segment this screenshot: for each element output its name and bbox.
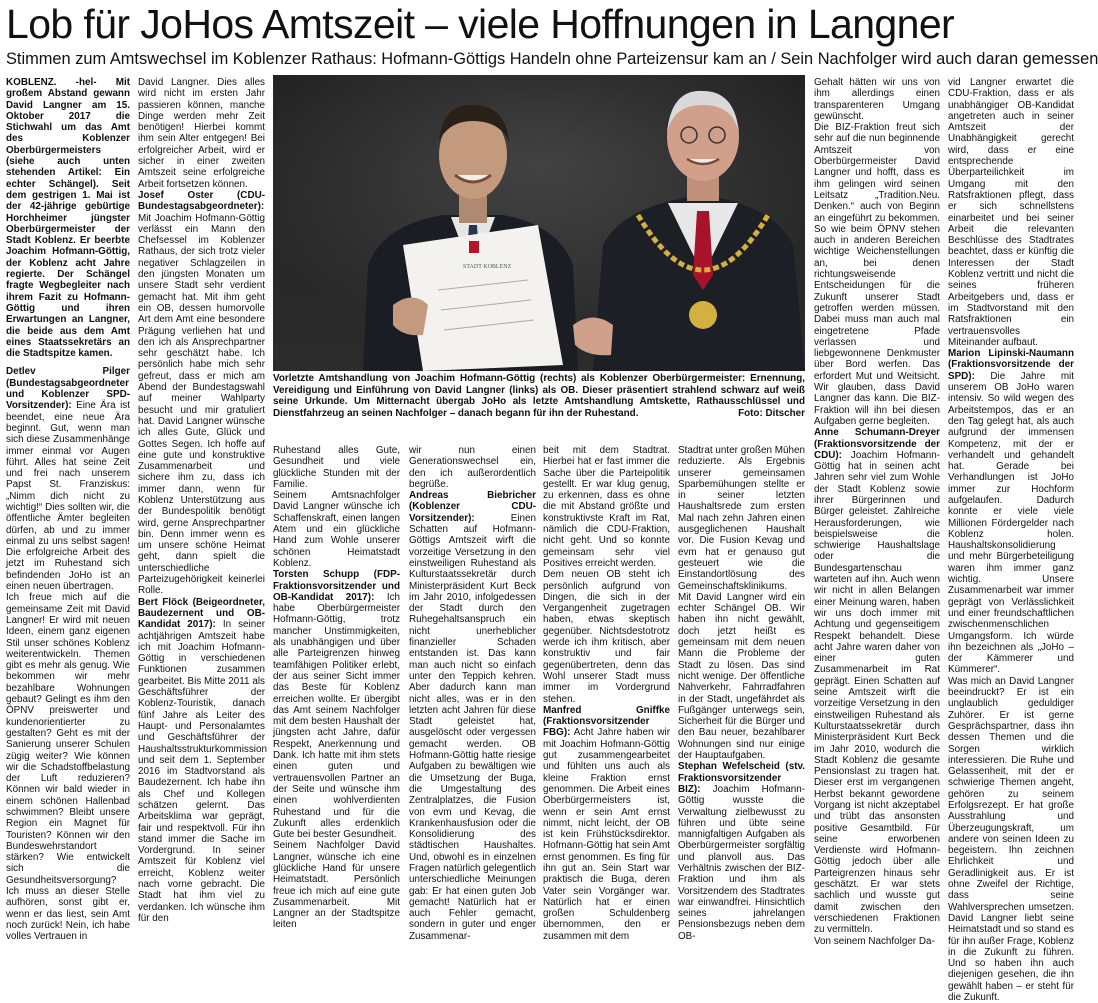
column-3-body bbox=[273, 445, 400, 931]
speaker-name: Anne Schumann-Dreyer (Fraktionsvorsitzende der CDU): bbox=[814, 427, 940, 461]
paragraph-text: Einen Schatten auf Hofmann-Göttigs Amtszeit wirft die vorzeitige Versetzung in den einstweiligen Ruhestand als Kulturstaatssekretär durch Ministerpräsident Kurt Beck im Jahr 2010, infolgedessen der Stadt durch den Ruhegehaltsanspruch ein nicht unerheblicher finanzieller Schaden entstanden ist. Das kann man auch nicht so einfach unter den Teppich kehren. Aber dadurch kann man nicht alles, was er in den letzten acht Jahren für diese Stadt geleistet hat, ausgelöscht oder vergessen gemacht werden. OB Hofmann-Göttig hatte riesige Aufgaben zu bewältigen wie die Umsetzung der Buga, die Umgestaltung des Zentralplatzes, die Fusion von evm und Kevag, die Krankenhausfusion oder die Konsolidierung des städtischen Haushaltes. Und, obwohl es in einzelnen Fragen natürlich gelegentlich unterschiedliche Meinungen gab: Er hat einen guten Job gemacht! Natürlich hat er auch Fehler gemacht, sondern in guter und enger Zusammenar- bbox=[409, 512, 536, 942]
paragraph-text: In seiner achtjährigen Amtszeit habe ich mit Joachim Hofmann-Göttig in verschiedenen Funktionen zusammen gearbeitet. Bis Mitte 2011 als Geschäftsführer der Koblenz-Touristik, danach fünf Jahre als Leiter des Haupt- und Personalamtes und Geschäftsführer der Haushaltsstrukturkommission und seit dem 1. September 2016 im Stadtvorstand als Baudezernent. Ich habe ihn als Chef und Kollegen schätzen gelernt. Das Arbeitsklima war geprägt, fair und respektvoll. Für ihn stand immer die Sache im Vordergrund. In seiner Amtszeit für Koblenz viel erreicht, Koblenz weiter nach vorne gebracht. Die Stadt hat ihm viel zu verdanken. Ich wünsche ihm für den bbox=[138, 619, 267, 924]
speaker-name: Josef Oster (CDU-Bundestagsabgeordneter): bbox=[138, 189, 265, 213]
paragraph bbox=[814, 427, 940, 935]
paragraph-text: Seinem Amtsnachfolger David Langner wünsche ich Schaffenskraft, einen langen Atem und ein glückliche Hand zum Wohle unserer schönen Heimatstadt Koblenz. bbox=[273, 490, 400, 569]
paragraph-text: Was mich an David Langner beeindruckt? Er ist ein unglaublich geduldiger Zuhörer. Er ist gerne Gesprächspartner, dass ihn dessen Themen und die Sorgen wirklich interessieren. Die Ruhe und Gelassenheit, mit der er schwierige Themen angeht, gehören zu seinem Erfolgsrezept. Er hat große Ausstrahlung und Überzeugungskraft, um andere von seinen Ideen zu begeistern. Ihn zeichnen Ehrlichkeit und Geradlinigkeit aus. Er ist ohne Zweifel der Richtige, dass seine Wahlversprechen umsetzen. David Langner liebt seine Heimatstadt und so stand es für ihn außer Frage, Koblenz in die Zukunft zu führen. Und so haben ihn auch diejenigen gesehen, die ihn gewählt haben – er steht für die Zukunft. bbox=[948, 675, 1074, 1003]
photo-credit: Foto: Ditscher bbox=[738, 407, 805, 419]
column-6 bbox=[678, 445, 805, 944]
paragraph-text: Ich freue mich auf die gemeinsame Zeit mit David Langner! Er wird mit neuen Ideen, einem ganz eigenen Stil unser schönes Koblenz weiterentwickeln. Themen gibt es mehr als genug. Wie bekommen wir mehr bezahlbare Wohnungen gebaut? Gelingt es ihm den ÖPNV preiswerter und kundenorientierter zu gestalten? Geht es mit der Sanierung unserer Schulen zügig weiter? Wie können wir die Schadstoffbelastung der Luft reduzieren? Können wir bald wieder in einem schönen Hallenbad schwimmen? Bleibt unsere Region ein Magnet für Touristen? Können wir den Bundeswehrstandort stärken? Wie entwickelt sich die Gesundheitsversorgung? Ich muss an dieser Stelle aufhören, sonst gibt er, wenn er das liest, sein Amt noch zurück! Nein, ich habe volles Vertrauen in bbox=[6, 592, 130, 943]
column-5 bbox=[543, 445, 670, 944]
column-8-body bbox=[948, 77, 1074, 1003]
column-8 bbox=[948, 77, 1074, 1003]
column-6-body bbox=[678, 445, 805, 942]
column-7 bbox=[814, 77, 940, 947]
paragraph bbox=[543, 569, 670, 705]
speaker-name: Manfred Gniffke (Fraktionsvorsitzender FBG): bbox=[543, 704, 670, 739]
paragraph bbox=[814, 77, 940, 122]
paragraph bbox=[678, 761, 805, 942]
column-4 bbox=[409, 445, 536, 944]
paragraph-text: wir nun einen Generationswechsel ein, den ich außerordentlich begrüße. bbox=[409, 445, 536, 490]
subheadline: Stimmen zum Amtswechsel im Koblenzer Rathaus: Hofmann-Göttigs Handeln ohne Parteizensur kam an / Sein Nachfolger wird auch daran gemessen bbox=[6, 50, 1098, 68]
paragraph bbox=[273, 840, 400, 930]
paragraph bbox=[273, 445, 400, 490]
paragraph bbox=[138, 77, 265, 190]
speaker-name: Stephan Wefelscheid (stv. Fraktionsvorsitzender BIZ): bbox=[678, 761, 805, 795]
paragraph-text: Die Jahre mit unserem OB JoHo waren intensiv. So wild wegen des Arbeitstempos, das er an den Tag gelegt hat, als auch aufgrund der immensen Kompetenz, mit der er verhandelt und gehandelt hat. Gerade bei Verhandlungen ist JoHo immer zur Hochform aufgelaufen. Dadurch konnte er viele viele Millionen Fördergelder nach Koblenz holen. Haushaltskonsolidierung und mehr Bürgerbeteiligung waren ihm immer ganz wichtig. Unsere Zusammenarbeit war immer geprägt von Verlässlichkeit und einer freundschaftlichen zwischenmenschlichen Umgangsform. Ich würde ihn bezeichnen als „JoHo – der Kämmerer und Kümmerer“. bbox=[948, 370, 1074, 676]
paragraph-text: Acht Jahre haben wir mit Joachim Hofmann-Göttig gut zusammengearbeitet und fühlten uns auch als kleine Fraktion ernst genommen. Die Arbeit eines Oberbürgermeisters ist, wenn er sein Amt ernst nimmt, nicht leicht, der OB ist kein Frühstücksdirektor. Hofmann-Göttig hat sein Amt ernst genommen. Es fing für ihn gut an. Sein Start war praktisch die Buga, deren Vater sein Vorgänger war. Natürlich hat er einen großen Schuldenberg übernommen, den er zusammen mit dem bbox=[543, 727, 670, 942]
paragraph bbox=[678, 592, 805, 761]
news-photo bbox=[273, 75, 805, 371]
paragraph bbox=[543, 445, 670, 569]
paragraph-text: Die BIZ-Fraktion freut sich sehr auf die nun beginnende Amtszeit von Oberbürgermeister David Langner und hofft, dass es ihm gelingen wird seinen Leitsatz „Tradition.Neu. Denken.“ auch von Beginn an eingeführt zu bekommen. So wie beim ÖPNV stehen auch in anderen Bereichen wichtige Weichenstellungen an, bei denen richtungsweisende Entscheidungen für die Zukunft unserer Stadt getroffen werden müssen. Dabei muss man auch mal eingetretene Pfade verlassen und liebgewonnene Denkmuster über Bord werfen. Das erfordert Mut und Weitsicht. Wir glauben, dass David Langner das kann. Die BIZ-Fraktion will ihn bei diesen Aufgaben gerne begleiten. bbox=[814, 122, 940, 427]
photo-caption bbox=[273, 373, 805, 419]
paragraph bbox=[543, 705, 670, 942]
paragraph bbox=[6, 366, 130, 592]
caption-text: Vorletzte Amtshandlung von Joachim Hofmann-Göttig (rechts) als Koblenzer Oberbürgermeister: Ernennung, Vereidigung und Einführung von David Langner (links) als OB. Dieser präsentiert strahlend schwarz auf weiß seine Urkunde. Um Mitternacht übergab JoHo als letzte Amtshandlung Amtskette, Rathausschlüssel und Dienstfahrzeug an seinen Nachfolger – danach begann für ihn der Ruhestand. bbox=[273, 373, 805, 419]
paragraph bbox=[948, 676, 1074, 1003]
paragraph-text: Seinem Nachfolger David Langner, wünsche ich eine glückliche Hand für unsere Heimatstadt. Persönlich freue ich mich auf eine gute Zusammenarbeit. Mit Langner an der Stadtspitze leiten bbox=[273, 840, 400, 931]
column-7-body bbox=[814, 77, 940, 947]
column-4-body bbox=[409, 445, 536, 942]
paragraph bbox=[814, 936, 940, 947]
certificate-text: STADT KOBLENZ bbox=[463, 264, 512, 270]
paragraph bbox=[6, 592, 130, 942]
column-5-body bbox=[543, 445, 670, 942]
paragraph bbox=[273, 490, 400, 569]
paragraph bbox=[948, 77, 1074, 348]
paragraph bbox=[273, 569, 400, 840]
paragraph-text: vid Langner erwartet die CDU-Fraktion, dass er als unabhängiger OB-Kandidat angetreten auch in seiner Amtszeit der Unabhängigkeit gerecht wird, dass er eine entsprechende Überparteilichkeit im Umgang mit den Ratsfraktionen pflegt, dass er sich schnellstens einarbeitet und bei seiner Arbeit die relevanten Beschlüsse des Stadtrates beachtet, dass er künftig die Interessen der Stadt Koblenz vertritt und nicht die seines früheren Arbeitgebers und, dass er im Stadtvorstand mit den Ratsfraktionen ein vertrauensvolles Miteinander aufbaut. bbox=[948, 77, 1074, 348]
headline: Lob für JoHos Amtszeit – viele Hoffnungen in Langner bbox=[6, 1, 955, 47]
column-3 bbox=[273, 445, 400, 944]
paragraph-text: Joachim Hofmann-Göttig wusste die Verwaltung zielbewusst zu führen und übte seine mannigfaltigen Aufgaben als Oberbürgermeister sorgfältig und planvoll aus. Das Verhältnis zwischen der BIZ-Fraktion und ihm als Vorsitzendem des Stadtrates war einwandfrei. Hinsichtlich seines jahrelangen Pensionsbezugs neben dem OB- bbox=[678, 783, 805, 942]
paragraph bbox=[814, 122, 940, 427]
paragraph-text: David Langner. Dies alles wird nicht im ersten Jahr passieren können, manche Dinge werden mehr Zeit benötigen! Hierbei kommt ihm sein Alter entgegen! Bei erfolgreicher Arbeit, wird er sicher in einer zweiten Amtszeit seine erfolgreiche Arbeit fortsetzen können. bbox=[138, 77, 265, 190]
paragraph-text: Gehalt hätten wir uns von ihm allerdings einen transparenteren Umgang gewünscht. bbox=[814, 77, 940, 122]
photo-illustration bbox=[273, 75, 805, 371]
column-1-body bbox=[6, 366, 130, 942]
speaker-name: Andreas Biebricher (Koblenzer CDU-Vorsitzender): bbox=[409, 490, 536, 524]
paragraph bbox=[948, 348, 1074, 676]
paragraph bbox=[138, 190, 265, 597]
paragraph-text: Stadtrat unter großen Mühen reduzierte. Als Ergebnis unserer gemeinsamen Sparbemühungen stellte er in seiner letzten Haushaltsrede zum ersten Mal nach zehn Jahren einen ausgeglichenen Haushalt vor. Die Fusion Kevag und evm hat er genauso gut gesteuert wie die Einstandortlösung des Gemeinschaftsklinikums. bbox=[678, 445, 805, 592]
speaker-name: Bert Flöck (Beigeordneter, Baudezernent und OB-Kandidat 2017): bbox=[138, 596, 265, 631]
paragraph bbox=[138, 597, 265, 925]
lead-paragraph: KOBLENZ. -hel- Mit großem Abstand gewann David Langner am 15. Oktober 2017 die Stichwahl um das Amt des Koblenzer Oberbürgermeisters (siehe auch unten stehenden Artikel: Ein echter Schängel). Seit dem gestrigen 1. Mai ist der 42-jährige gebürtige Horchheimer jüngster Oberbürgermeister der Stadt Koblenz. Er beerbte Joachim Hofmann-Göttig, der Koblenz acht Jahre regierte. Der Schängel fragte Wegbegleiter nach ihrem Fazit zu Hofmann-Göttig und ihren Erwartungen an Langner, die beide aus dem Amt eines Staatssekretärs an die Stadtspitze kamen. bbox=[6, 77, 130, 360]
paragraph-text: Joachim Hofmann-Göttig hat in seinen acht Jahren sehr viel zum Wohle der Stadt Koblenz sowie ihrer Bürgerinnen und Bürger geleistet. Zahlreiche Herausforderungen, wie beispielsweise die schwierige Haushaltslage oder die Bundesgartenschau warteten auf ihn. Auch wenn wir nicht in allen Belangen einer Meinung waren, haben wir uns doch immer mit Achtung und gegenseitigem Respekt behandelt. Diese acht Jahre waren daher von einer guten Zusammenarbeit im Rat geprägt. Einen Schatten auf seine Amtszeit wirft die vorzeitige Versetzung in den einstweiligen Ruhestand als Kulturstaatssekretär durch Ministerpräsident Kurt Beck im Jahr 2010, wodurch die Stadt Koblenz die gesamte Pensionslast zu tragen hat. Dieser erst im vergangenen Herbst bekannt gewordene Vorgang ist nicht akzeptabel und trübt das ansonsten positive Gesamtbild. Für seine erworbenen Verdienste wird Hofmann-Göttig jedoch über alle Parteigrenzen hinaus sehr geschätzt. Er war stets sachlich und wusste gut damit zwischen den verschiedenen Fraktionen zu vermitteln. bbox=[814, 449, 940, 936]
speaker-name: Detlev Pilger (Bundestagsabgeordneter und Koblenzer SPD-Vorsitzender): bbox=[6, 366, 130, 412]
paragraph bbox=[409, 445, 536, 490]
paragraph-text: Mit Joachim Hofmann-Göttig verlässt ein Mann den Chefsessel im Koblenzer Rathaus, der sich trotz vieler negativer Schlagzeilen in den jüngsten Monaten um unsere Stadt sehr verdient gemacht hat. Mit ihm geht ein OB, dessen humorvolle Art dem Amt eine besondere Prägung verliehen hat und den ich als Ansprechpartner sehr geschätzt habe. Ich persönlich habe mich sehr gefreut, dass er mich am Abend der Bundestagswahl auf meiner Wahlparty besucht und mir gratuliert hat. David Langner wünsche ich alles Gute, Glück und Gottes Segen. Ich hoffe auf eine gute und konstruktive Zusammenarbeit und sichere ihm zu, dass ich immer dann, wenn für Koblenz Unterstützung aus der Bundespolitik benötigt wird, gerne Ansprechpartner bin. Denn immer wenn es um unsere schöne Heimat geht, dann spielt die unterschiedliche Parteizugehörigkeit keinerlei Rolle. bbox=[138, 212, 265, 597]
paragraph-text: Eine Ära ist beendet, eine neue Ära beginnt. Gut, wenn man sich diese Zusammenhänge immer einmal vor Augen führt. Alles hat seine Zeit und frei nach unserem Papst St. Franziskus: „Nimm dich nicht zu wichtig!“ Dies sollten wir, die öffentliche Ämter begleiten dürfen, ab und zu immer einmal zu uns selbst sagen! Die erfolgreiche Arbeit des jetzt im Ruhestand sich befindenden JoHo ist an einen neuen übertragen. bbox=[6, 400, 130, 593]
paragraph-text: Ruhestand alles Gute, Gesundheit und viele glückliche Stunden mit der Familie. bbox=[273, 445, 400, 490]
column-2-body bbox=[138, 77, 265, 924]
paragraph bbox=[678, 445, 805, 592]
paragraph-text: Von seinem Nachfolger Da- bbox=[814, 935, 935, 947]
speaker-name: Torsten Schupp (FDP-Fraktionsvorsitzender und OB-Kandidat 2017): bbox=[273, 569, 400, 603]
column-1 bbox=[6, 77, 130, 944]
column-2 bbox=[138, 77, 265, 944]
paragraph-text: Mit David Langner wird ein echter Schängel OB. Wir haben ihn nicht gewählt, doch jetzt heißt es gemeinsam mit dem neuen Mann die Probleme der Stadt zu lösen. Das sind nicht wenige. Der öffentliche Nahverkehr, Fahrradfahren in der Stadt, ungefährdet als Fußgänger unterwegs sein, Sicherheit für die Bürger und den Bau neuer, bezahlbarer Wohnungen sind nur einige der Hauptaufgaben. bbox=[678, 591, 805, 762]
paragraph bbox=[409, 490, 536, 942]
paragraph-text: Ich habe Oberbürgermeister Hofmann-Göttig, trotz mancher Unstimmigkeiten, als unabhängigen und über alle Parteigrenzen hinweg teamfähigen Politiker erlebt, der aus seiner Sicht immer das Beste für Koblenz erreichen wollte. Er übergibt das Amt seinem Nachfolger mit dem besten Haushalt der jüngsten acht Jahre, dafür Respekt, Anerkennung und Dank. Ich hatte mit ihm stets einen guten und vertrauensvollen Partner an der Seite und wünsche ihm einen wohlverdienten Ruhestand und für die Zukunft alles erdenklich Gute bei bester Gesundheit. bbox=[273, 591, 400, 841]
paragraph-text: Dem neuen OB steht ich persönlich aufgrund von Dingen, die sich in der Vergangenheit zugetragen haben, etwas skeptisch gegenüber. Nichtsdestotrotz werde ich ihm kritisch, aber konstruktiv und fair gegenübertreten, denn das Wohl unserer Stadt muss immer im Vordergrund stehen. bbox=[543, 569, 670, 705]
speaker-name: Marion Lipinski-Naumann (Fraktionsvorsitzende der SPD): bbox=[948, 348, 1074, 382]
paragraph-text: beit mit dem Stadtrat. Hierbei hat er fast immer die Sache über die Parteipolitik gestellt. Er war klug genug, zu erkennen, dass es ohne die mit Abstand größte und konstruktivste Kraft im Rat, nämlich die CDU-Fraktion, nicht geht. Und so konnte gemeinsam sehr viel Positives erreicht werden. bbox=[543, 445, 670, 569]
